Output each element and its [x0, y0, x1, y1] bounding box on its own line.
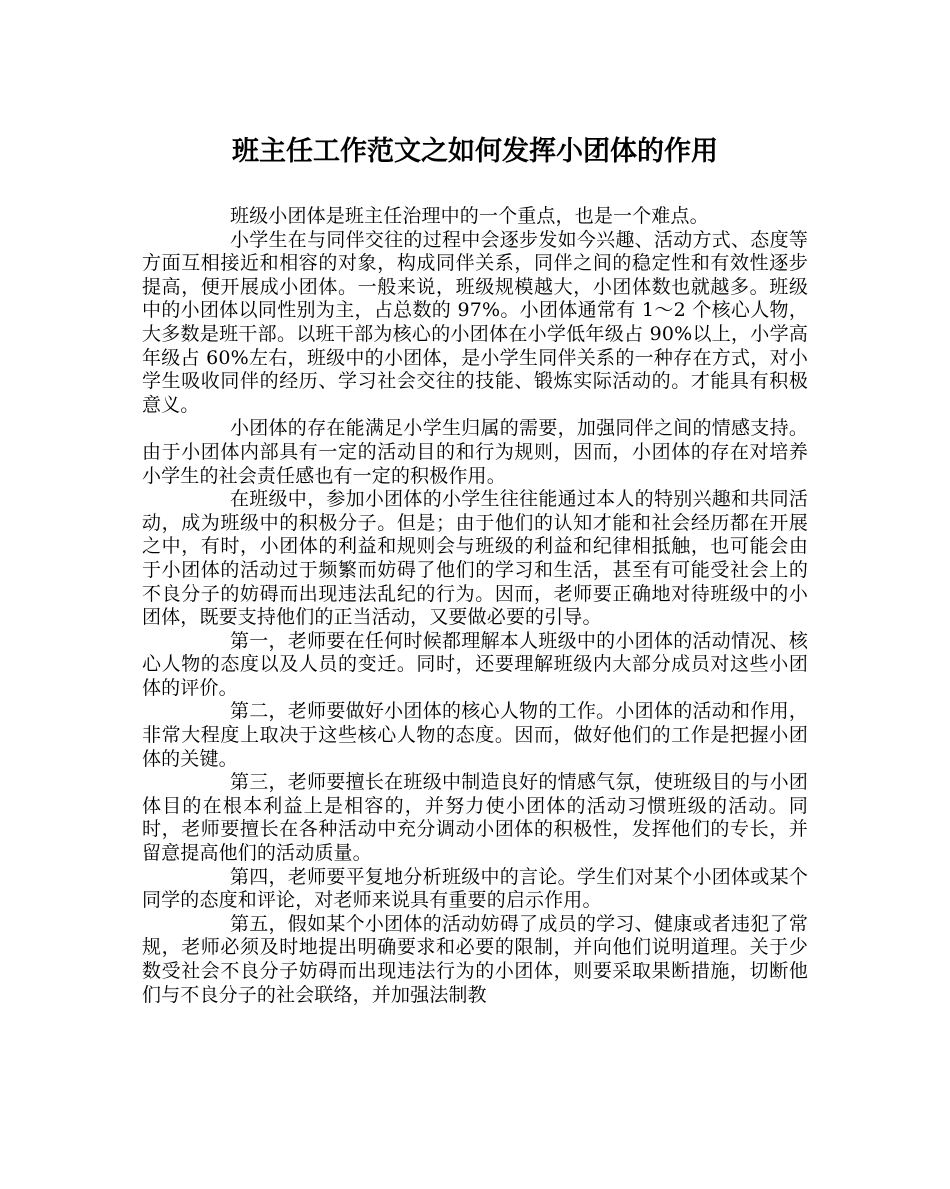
paragraph-9: 第五，假如某个小团体的活动妨碍了成员的学习、健康或者违犯了常规，老师必须及时地提出明确要求和必要的限制，并向他们说明道理。关于少数受社会不良分子妨碍而出现违法行为的小团体，则要采取果断措施，切断他们与不良分子的社会联络，并加强法制教 — [142, 912, 808, 1006]
paragraph-1: 班级小团体是班主任治理中的一个重点，也是一个难点。 — [230, 205, 709, 227]
paragraph-4: 在班级中，参加小团体的小学生往往能通过本人的特别兴趣和共同活动，成为班级中的积极分子。但是；由于他们的认知才能和社会经历都在开展之中，有时，小团体的利益和规则会与班级的利益和纪律相抵触，也可能会由于小团体的活动过于频繁而妨碍了他们的学习和生活，甚至有可能受社会上的不良分子的妨碍而出现违法乱纪的行为。因而，老师要正确地对待班级中的小团体，既要支持他们的正当活动，又要做必要的引导。 — [142, 488, 808, 629]
paragraph-2: 小学生在与同伴交往的过程中会逐步发如今兴趣、活动方式、态度等方面互相接近和相容的对象，构成同伴关系，同伴之间的稳定性和有效性逐步提高，便开展成小团体。一般来说，班级规模越大，小团体数也就越多。班级中的小团体以同性别为主，占总数的 97%。小团体通常有 1～2 个核心人物，大多数是班干部。以班干部为核心的小团体在小学低年级占 90%以上，小学高年级占 60%左右，班级中的小团体，是小学生同伴关系的一种存在方式，对小学生吸收同伴的经历、学习社会交往的技能、锻炼实际活动的。才能具有积极意义。 — [142, 228, 808, 416]
paragraph-7: 第三，老师要擅长在班级中制造良好的情感气氛，使班级目的与小团体目的在根本利益上是相容的，并努力使小团体的活动习惯班级的活动。同时，老师要擅长在各种活动中充分调动小团体的积极性，发挥他们的专长，并留意提高他们的活动质量。 — [142, 771, 808, 865]
document-title: 班主任工作范文之如何发挥小团体的作用 — [232, 136, 718, 167]
paragraph-8: 第四，老师要平复地分析班级中的言论。学生们对某个小团体或某个同学的态度和评论，对老师来说具有重要的启示作用。 — [142, 865, 808, 912]
paragraph-5: 第一，老师要在任何时候都理解本人班级中的小团体的活动情况、核心人物的态度以及人员的变迁。同时，还要理解班级内大部分成员对这些小团体的评价。 — [142, 629, 808, 699]
document-body — [142, 205, 808, 1007]
paragraph-6: 第二，老师要做好小团体的核心人物的工作。小团体的活动和作用，非常大程度上取决于这些核心人物的态度。因而，做好他们的工作是把握小团体的关键。 — [142, 700, 808, 770]
paragraph-3: 小团体的存在能满足小学生归属的需要，加强同伴之间的情感支持。由于小团体内部具有一定的活动目的和行为规则，因而，小团体的存在对培养小学生的社会责任感也有一定的积极作用。 — [142, 417, 808, 487]
